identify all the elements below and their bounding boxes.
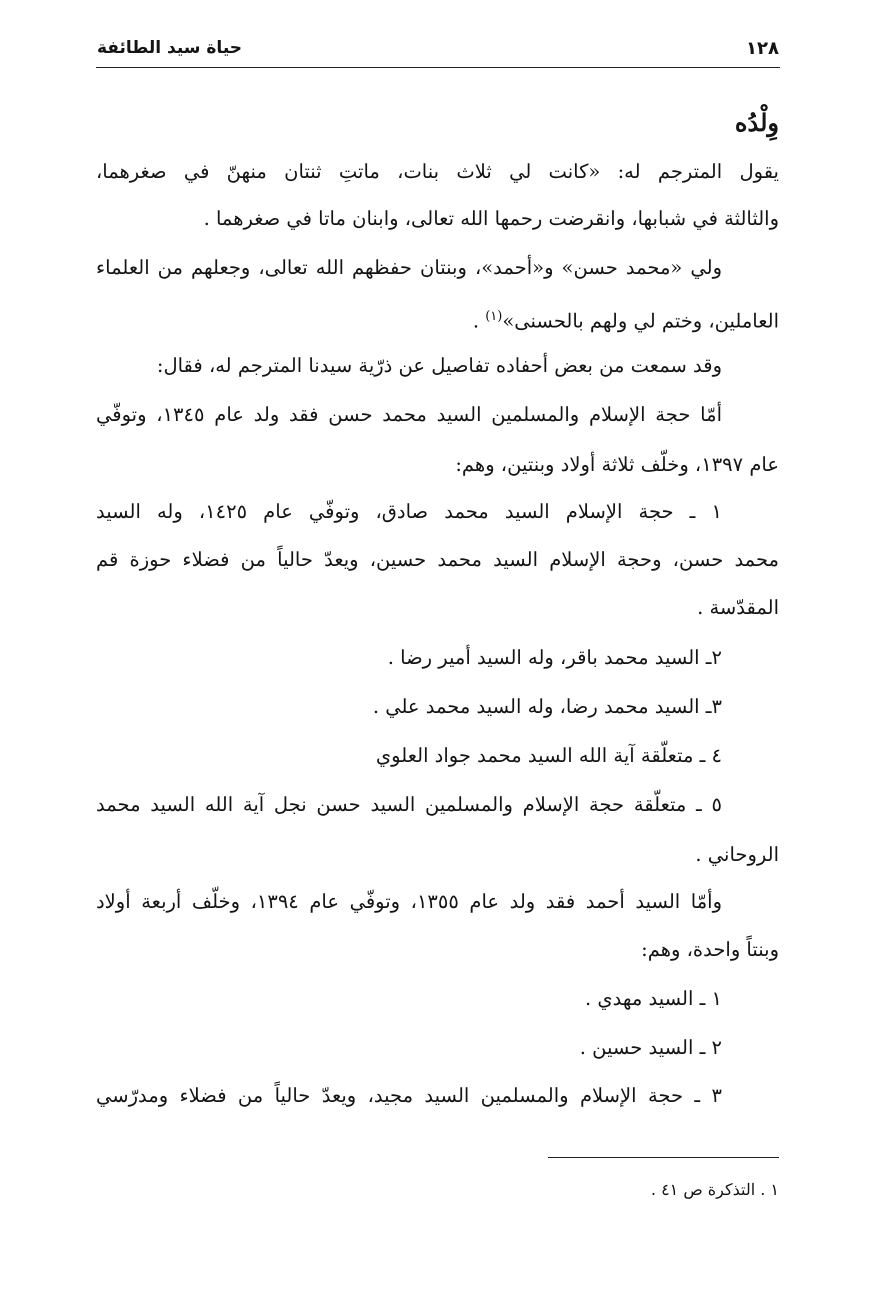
list-item-3: ٣ـ السيد محمد رضا، وله السيد محمد علي . xyxy=(372,695,722,718)
list-item-5-cont: الروحاني . xyxy=(695,843,779,866)
body-line-1: يقول المترجم له: «كانت لي ثلاث بنات، ماتتِ ثنتان منهنّ في صغرهما، xyxy=(96,160,779,183)
list-item-4: ٤ ـ متعلّقة آية الله السيد محمد جواد العلوي xyxy=(375,744,722,767)
body-line-2: والثالثة في شبابها، وانقرضت رحمها الله تعالى، وابنان ماتا في صغرهما . xyxy=(203,207,779,230)
list-item-1: ١ ـ حجة الإسلام السيد محمد صادق، وتوفّي عام ١٤٢٥، وله السيد xyxy=(96,500,722,523)
body-line-3: ولي «محمد حسن» و«أحمد»، وبنتان حفظهم الله تعالى، وجعلهم من العلماء xyxy=(96,256,722,279)
body-line-4-end: . xyxy=(472,309,486,333)
body-line-8: وأمّا السيد أحمد فقد ولد عام ١٣٥٥، وتوفّي عام ١٣٩٤، وخلّف أربعة أولاد xyxy=(96,890,722,913)
footnote-rule xyxy=(548,1157,779,1158)
body-line-9: وبنتاً واحدة، وهم: xyxy=(641,938,779,961)
list-item-5: ٥ ـ متعلّقة حجة الإسلام والمسلمين السيد حسن نجل آية الله السيد محمد xyxy=(96,793,722,816)
footnote-marker: (١) xyxy=(485,309,503,324)
body-line-6: أمّا حجة الإسلام والمسلمين السيد محمد حسن فقد ولد عام ١٣٤٥، وتوفّي xyxy=(96,403,722,426)
page-number: ١٢٨ xyxy=(746,38,779,59)
sub-list-item-3: ٣ ـ حجة الإسلام والمسلمين السيد مجيد، ويعدّ حالياً من فضلاء ومدرّسي xyxy=(96,1084,722,1107)
list-item-2: ٢ـ السيد محمد باقر، وله السيد أمير رضا . xyxy=(387,646,722,669)
list-item-1-cont-2: المقدّسة . xyxy=(697,596,779,619)
body-line-7: عام ١٣٩٧، وخلّف ثلاثة أولاد وبنتين، وهم: xyxy=(455,453,779,476)
list-item-1-cont-1: محمد حسن، وحجة الإسلام السيد محمد حسين، ويعدّ حالياً من فضلاء حوزة قم xyxy=(96,548,779,571)
section-title: وِلْدُه xyxy=(734,108,779,137)
footnote: ١ . التذكرة ص ٤١ . xyxy=(650,1180,779,1199)
sub-list-item-1: ١ ـ السيد مهدي . xyxy=(585,987,722,1010)
body-line-5: وقد سمعت من بعض أحفاده تفاصيل عن ذرّية سيدنا المترجم له، فقال: xyxy=(156,354,722,377)
running-title: حياة سيد الطائفة xyxy=(97,38,243,58)
body-line-4 xyxy=(96,302,779,337)
sub-list-item-2: ٢ ـ السيد حسين . xyxy=(579,1036,722,1059)
body-line-4-text: العاملين، وختم لي ولهم بالحسنى» xyxy=(502,309,779,333)
header-rule xyxy=(96,67,780,68)
